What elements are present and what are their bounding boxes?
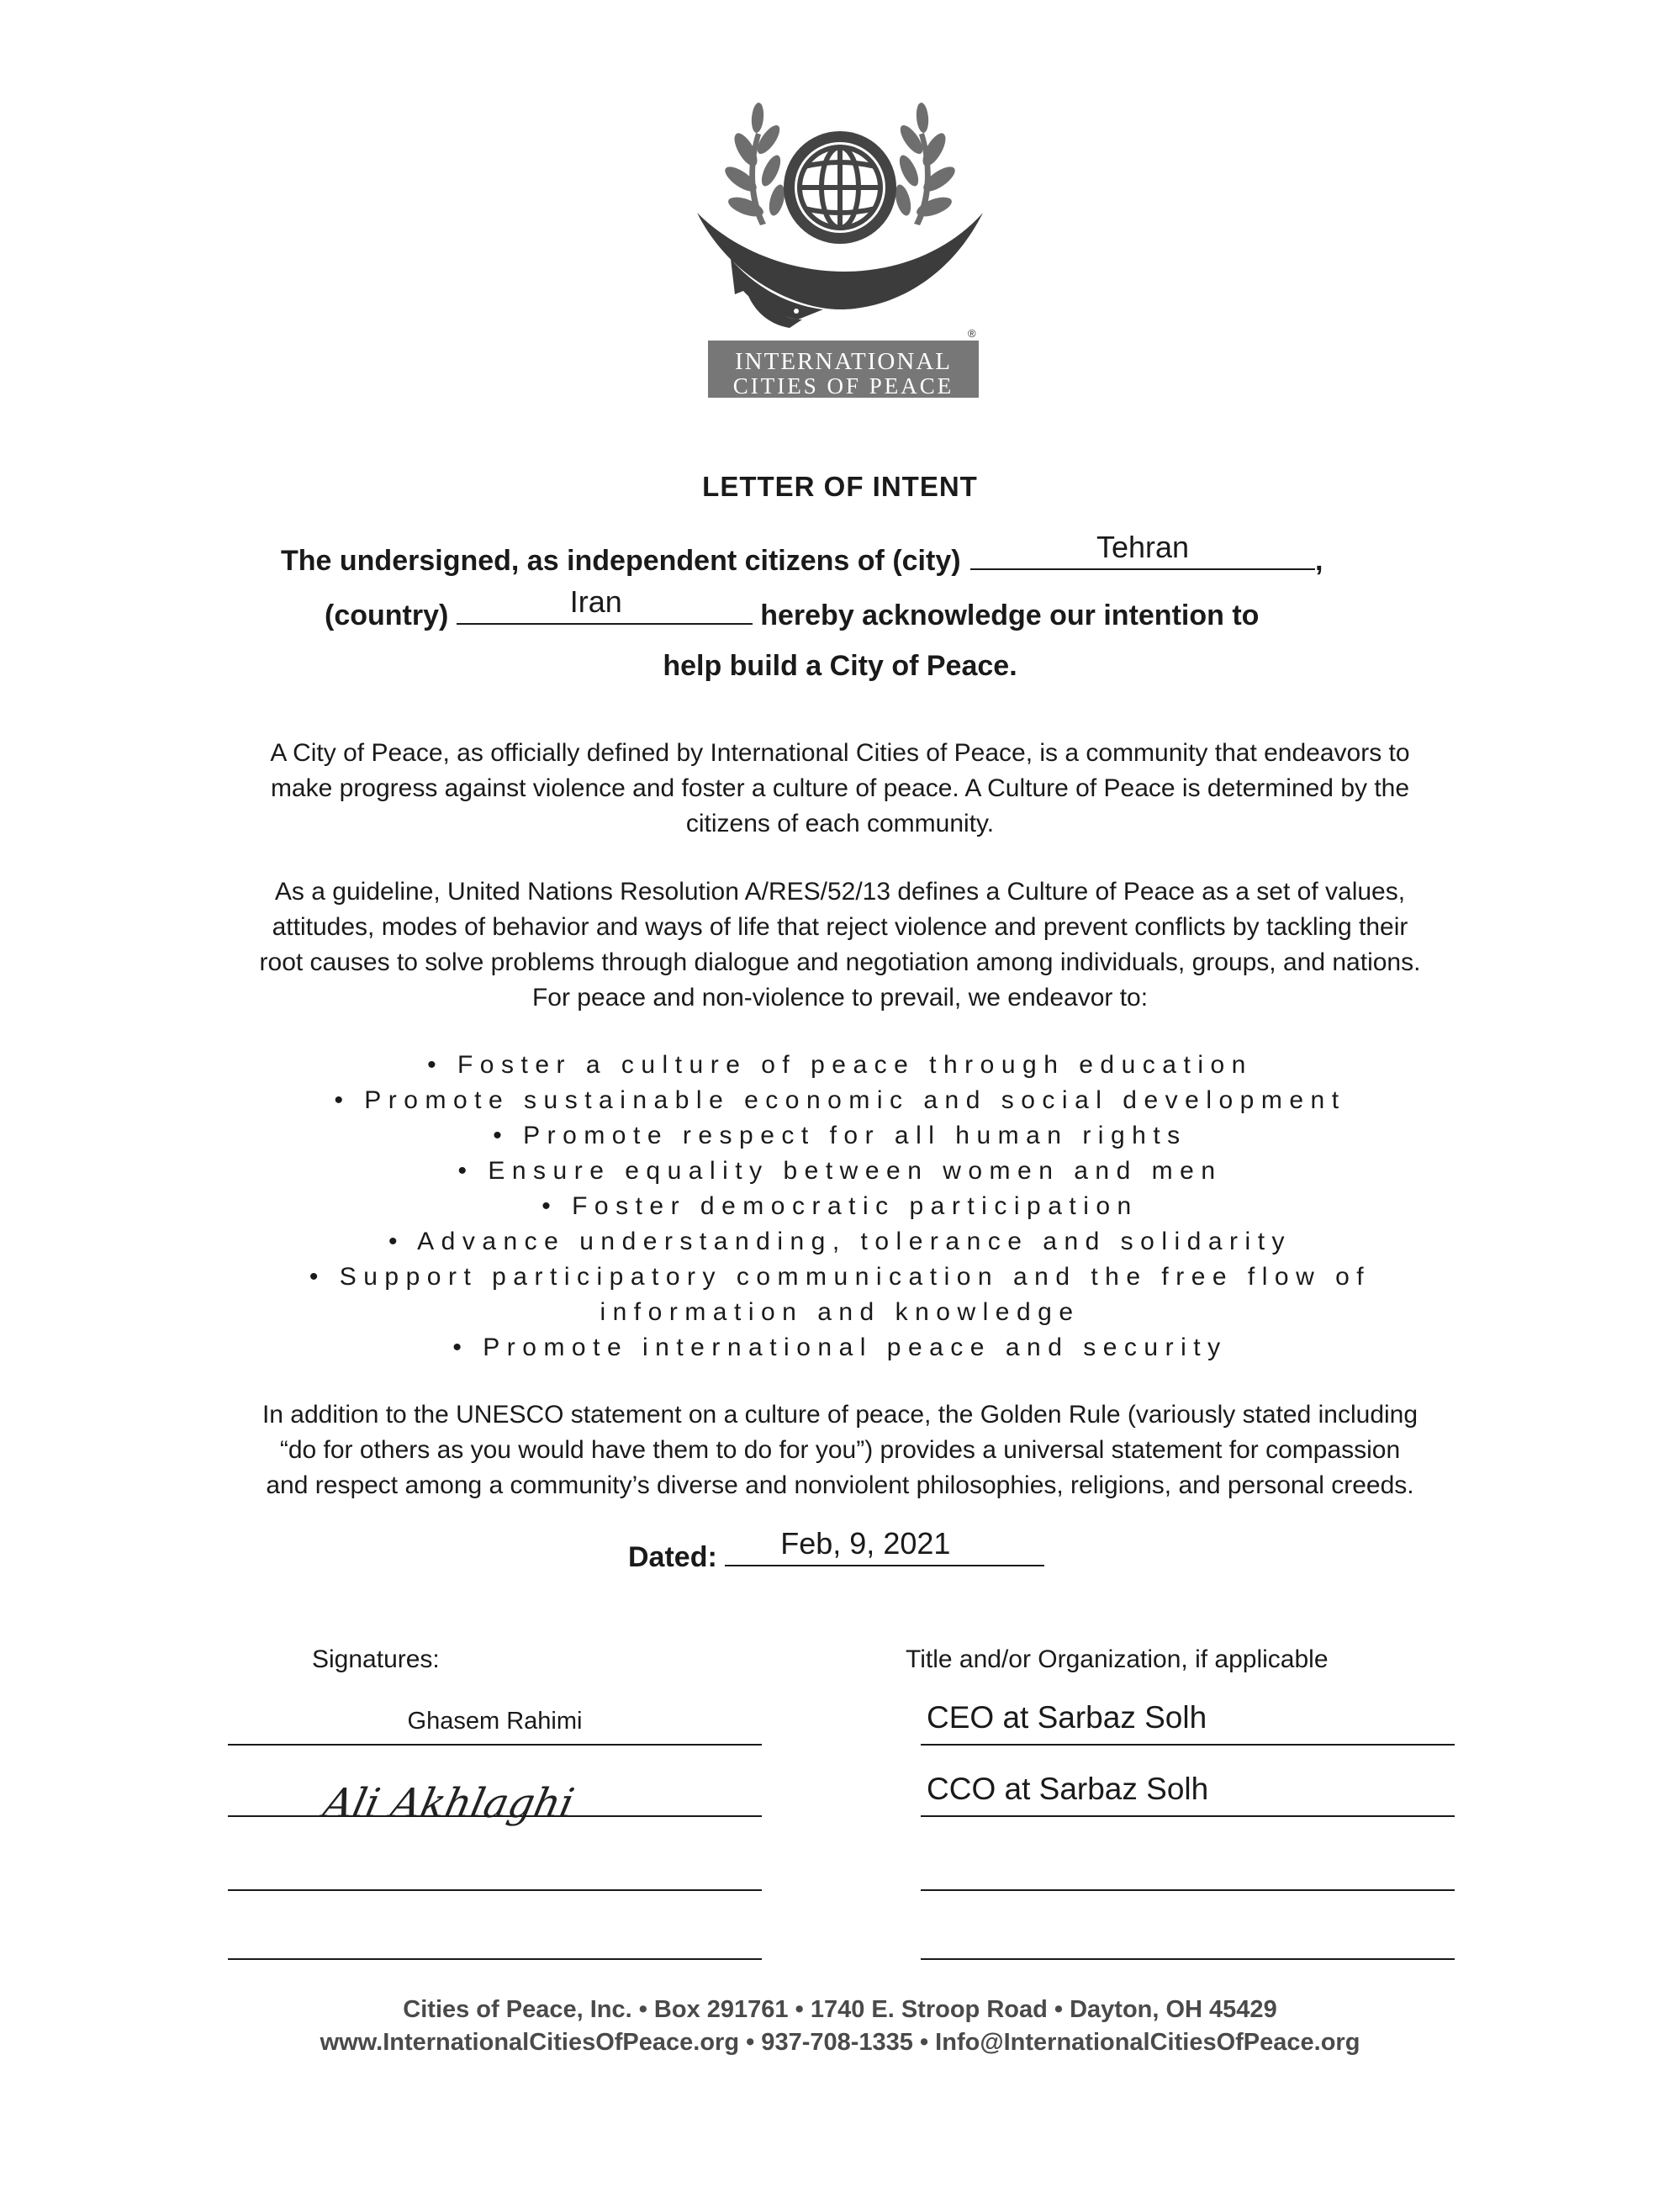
title-line-4[interactable] [921, 1957, 1455, 1960]
signature-line-3[interactable] [228, 1888, 762, 1891]
paragraph-3-line: and respect among a community’s diverse and nonviolent philosophies, religions, and personal creeds. [266, 1471, 1414, 1499]
page-title: LETTER OF INTENT [702, 471, 978, 502]
value-item: • Support participatory communication and the free flow of [309, 1263, 1371, 1291]
organization-label: Title and/or Organization, if applicable [906, 1645, 1329, 1673]
value-item: • Ensure equality between women and men [457, 1157, 1223, 1185]
city-value: Tehran [1096, 530, 1190, 564]
paragraph-3 [0, 1397, 1680, 1503]
paragraph-1 [0, 736, 1680, 842]
signature-line-1[interactable] [228, 1742, 762, 1746]
title-line-1[interactable] [921, 1742, 1455, 1746]
intro-line2-suffix: hereby acknowledge our intention to [760, 599, 1260, 631]
footer-address: Cities of Peace, Inc. • Box 291761 • 1740 E. Stroop Road • Dayton, OH 45429 [403, 1996, 1277, 2023]
registered-mark: ® [968, 327, 976, 340]
country-field[interactable] [457, 584, 753, 625]
value-item: • Foster a culture of peace through education [427, 1051, 1253, 1079]
logo-line1: INTERNATIONAL [735, 348, 952, 375]
globe-icon [784, 131, 896, 244]
footer-contact: www.InternationalCitiesOfPeace.org • 937-708-1335 • Info@InternationalCitiesOfPeace.org [320, 2029, 1360, 2056]
signature-line-4[interactable] [228, 1957, 762, 1960]
logo-line2: CITIES OF PEACE [732, 373, 954, 398]
dated-row [628, 1526, 1044, 1574]
country-value: Iran [569, 584, 622, 619]
intro-line1-prefix: The undersigned, as independent citizens of (city) [281, 545, 961, 577]
paragraph-1-line: citizens of each community. [685, 810, 995, 837]
value-item: • Advance understanding, tolerance and solidarity [388, 1228, 1292, 1255]
dated-label: Dated: [628, 1541, 717, 1573]
title-line-2[interactable] [921, 1814, 1455, 1817]
value-item: • Foster democratic participation [542, 1192, 1138, 1220]
city-field[interactable] [970, 530, 1315, 570]
paragraph-1-line: make progress against violence and foster a culture of peace. A Culture of Peace is determined by the [270, 774, 1410, 802]
paragraph-2-line: For peace and non-violence to prevail, we endeavor to: [531, 984, 1149, 1011]
values-list [0, 1048, 1680, 1365]
signature-name-1: Ghasem Rahimi [407, 1708, 583, 1735]
title-line-3[interactable] [921, 1888, 1455, 1891]
intro-line-1 [281, 530, 1323, 578]
title-org-1: CEO at Sarbaz Solh [927, 1700, 1207, 1735]
paragraph-3-line: “do for others as you would have them to do for you”) provides a universal statement for compassion [279, 1436, 1401, 1464]
value-item: • Promote international peace and security [452, 1334, 1228, 1361]
svg-text:Ali Akhlaghi: Ali Akhlaghi [320, 1780, 578, 1827]
value-item: • Promote sustainable economic and social development [334, 1086, 1346, 1114]
intro-line-2 [325, 584, 1260, 632]
signatures-label: Signatures: [312, 1645, 440, 1673]
title-org-2: CCO at Sarbaz Solh [927, 1772, 1209, 1806]
signature-line-2[interactable] [228, 1814, 762, 1817]
intro-line1-suffix: , [1315, 545, 1323, 577]
intro-line-3: help build a City of Peace. [663, 650, 1017, 682]
paragraph-2-line: root causes to solve problems through dialogue and negotiation among individuals, groups, and nations. [259, 948, 1421, 976]
paragraph-2 [0, 874, 1680, 1016]
paragraph-2-line: As a guideline, United Nations Resolution A/RES/52/13 defines a Culture of Peace as a set of values, [274, 878, 1406, 906]
date-field[interactable] [725, 1526, 1044, 1566]
handwritten-signature [320, 1770, 614, 1837]
value-item: information and knowledge [600, 1298, 1080, 1326]
date-value: Feb, 9, 2021 [780, 1526, 951, 1561]
paragraph-3-line: In addition to the UNESCO statement on a culture of peace, the Golden Rule (variously stated including [262, 1401, 1418, 1429]
paragraph-1-line: A City of Peace, as officially defined by International Cities of Peace, is a community that endeavors to [270, 739, 1410, 767]
laurel-right-icon [892, 102, 959, 225]
international-cities-of-peace-logo [697, 99, 983, 398]
value-item: • Promote respect for all human rights [493, 1122, 1187, 1149]
country-label: (country) [325, 599, 449, 631]
paragraph-2-line: attitudes, modes of behavior and ways of life that reject violence and prevent conflicts by tackling their [272, 913, 1408, 941]
laurel-left-icon [721, 102, 788, 225]
